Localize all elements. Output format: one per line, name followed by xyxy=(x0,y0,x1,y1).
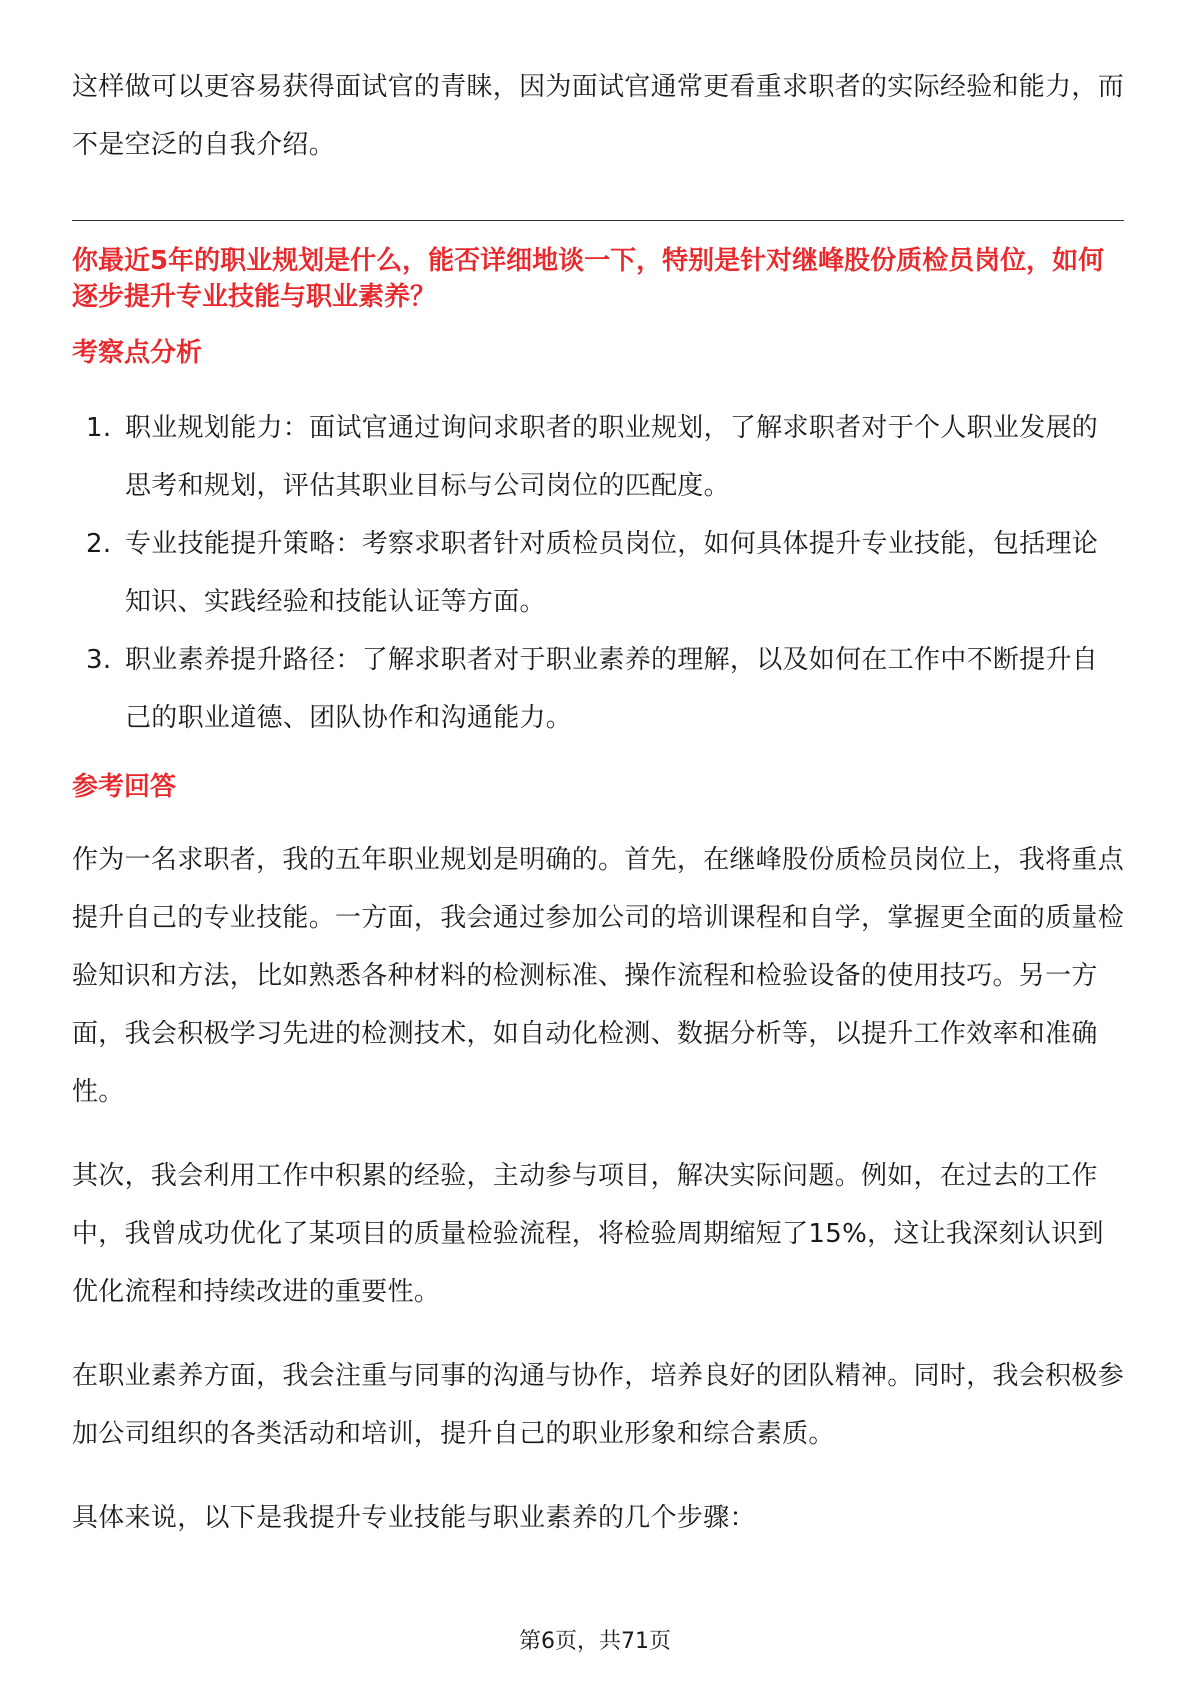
answer-paragraph: 其次，我会利用工作中积累的经验，主动参与项目，解决实际问题。例如，在过去的工作中，我曾成功优化了某项目的质量检验流程，将检验周期缩短了15%，这让我深刻认识到优化流程和持续改进的重要性。 xyxy=(72,1161,1104,1307)
analysis-list xyxy=(72,399,1124,747)
answer-paragraph: 具体来说，以下是我提升专业技能与职业素养的几个步骤： xyxy=(72,1503,756,1533)
list-item-text: 专业技能提升策略：考察求职者针对质检员岗位，如何具体提升专业技能，包括理论知识、实践经验和技能认证等方面。 xyxy=(125,529,1099,617)
section-divider xyxy=(72,220,1124,221)
interview-question: 你最近5年的职业规划是什么，能否详细地谈一下，特别是针对继峰股份质检员岗位，如何逐步提升专业技能与职业素养？ xyxy=(72,246,1105,312)
analysis-heading: 考察点分析 xyxy=(72,338,203,368)
list-item-number: 1. xyxy=(86,413,112,443)
list-item-text: 职业规划能力：面试官通过询问求职者的职业规划，了解求职者对于个人职业发展的思考和规划，评估其职业目标与公司岗位的匹配度。 xyxy=(125,413,1099,501)
list-item-number: 2. xyxy=(86,529,112,559)
list-item-text: 职业素养提升路径：了解求职者对于职业素养的理解，以及如何在工作中不断提升自己的职业道德、团队协作和沟通能力。 xyxy=(125,645,1099,733)
list-item-number: 3. xyxy=(86,645,112,675)
document-page xyxy=(72,58,1124,1547)
intro-paragraph: 这样做可以更容易获得面试官的青睐，因为面试官通常更看重求职者的实际经验和能力，而不是空泛的自我介绍。 xyxy=(72,72,1125,160)
answer-paragraph: 在职业素养方面，我会注重与同事的沟通与协作，培养良好的团队精神。同时，我会积极参加公司组织的各类活动和培训，提升自己的职业形象和综合素质。 xyxy=(72,1361,1125,1449)
page-number: 第6页，共71页 xyxy=(519,1629,671,1654)
list-item xyxy=(72,399,1124,515)
answer-paragraph: 作为一名求职者，我的五年职业规划是明确的。首先，在继峰股份质检员岗位上，我将重点提升自己的专业技能。一方面，我会通过参加公司的培训课程和自学，掌握更全面的质量检验知识和方法，比如熟悉各种材料的检测标准、操作流程和检验设备的使用技巧。另一方面，我会积极学习先进的检测技术，如自动化检测、数据分析等，以提升工作效率和准确性。 xyxy=(72,845,1125,1107)
list-item xyxy=(72,515,1124,631)
list-item xyxy=(72,631,1124,747)
answer-heading: 参考回答 xyxy=(72,772,177,802)
